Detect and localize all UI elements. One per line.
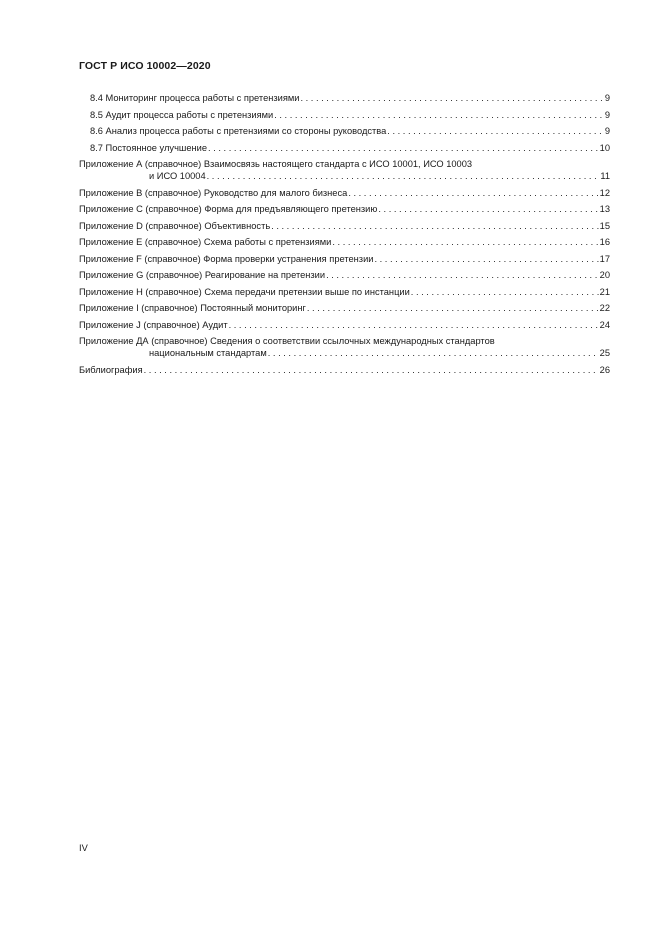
toc-entry-title: Приложение Н (справочное) Схема передачи претензии выше по инстанции — [79, 286, 410, 297]
document-header: ГОСТ Р ИСО 10002—2020 — [79, 60, 211, 72]
toc-entry-title: Приложение I (справочное) Постоянный мониторинг — [79, 303, 306, 313]
toc-entry-page: 9 — [604, 126, 610, 136]
toc-entry — [79, 142, 610, 154]
toc-entry-page: 21 — [599, 286, 610, 297]
toc-entry-page: 13 — [599, 204, 610, 214]
toc-leader-dots — [300, 92, 603, 104]
toc-entry — [79, 203, 610, 215]
toc-entry-title: Приложение G (справочное) Реагирование на претензии — [79, 270, 326, 280]
toc-leader-dots — [229, 319, 599, 331]
toc-leader-dots — [411, 286, 599, 298]
toc-leader-dots — [348, 187, 598, 199]
toc-entry — [79, 319, 610, 331]
toc-leader-dots — [208, 142, 599, 154]
toc-entry-page: 24 — [599, 319, 610, 330]
toc-entry-continuation — [79, 170, 610, 182]
toc-entry-title: Приложение F (справочное) Форма проверки устранения претензии — [79, 253, 374, 264]
toc-entry-title: 8.5 Аудит процесса работы с претензиями — [90, 109, 274, 120]
toc-entry-title: Приложение В (справочное) Руководство для малого бизнеса — [79, 187, 348, 198]
toc-entry-title: Приложение Е (справочное) Схема работы с претензиями — [79, 237, 332, 247]
toc-entry-continuation — [79, 347, 610, 359]
toc-leader-dots — [378, 203, 598, 215]
toc-leader-dots — [326, 269, 599, 281]
toc-entry-title: Библиография — [79, 364, 143, 375]
toc-entry-title: Приложение С (справочное) Форма для предъявляющего претензию — [79, 204, 378, 214]
toc-entry — [79, 253, 610, 265]
toc-leader-dots — [387, 125, 604, 137]
toc-entry-page: 9 — [604, 109, 610, 120]
toc-entry-title-line2: национальным стандартам — [149, 348, 267, 358]
toc-entry — [79, 220, 610, 232]
toc-entry-title: Приложение D (справочное) Объективность — [79, 220, 271, 231]
toc-entry-page: 15 — [599, 220, 610, 231]
toc-entry — [79, 187, 610, 199]
toc-entry — [79, 269, 610, 281]
table-of-contents — [79, 92, 610, 376]
page-number: IV — [79, 843, 88, 853]
toc-leader-dots — [268, 347, 599, 359]
toc-entry-title-line1: Приложение ДА (справочное) Сведения о соответствии ссылочных международных стандартов — [79, 336, 495, 346]
toc-leader-dots — [207, 170, 600, 182]
toc-entry — [79, 302, 610, 314]
toc-entry — [79, 364, 610, 376]
toc-entry-title: 8.7 Постоянное улучшение — [90, 142, 208, 153]
toc-entry-page: 17 — [599, 253, 610, 264]
toc-entry — [79, 158, 610, 182]
toc-entry-title: 8.4 Мониторинг процесса работы с претензиями — [90, 93, 300, 103]
toc-entry — [79, 286, 610, 298]
toc-entry-page: 25 — [599, 348, 610, 358]
toc-leader-dots — [271, 220, 598, 232]
toc-entry-page: 16 — [599, 237, 610, 247]
toc-entry — [79, 109, 610, 121]
toc-entry-page: 10 — [599, 142, 610, 153]
toc-entry-page: 20 — [599, 270, 610, 280]
toc-leader-dots — [307, 302, 599, 314]
toc-entry-title: Приложение J (справочное) Аудит — [79, 319, 228, 330]
toc-leader-dots — [332, 236, 598, 248]
toc-entry-title: 8.6 Анализ процесса работы с претензиями со стороны руководства — [90, 126, 387, 136]
toc-entry — [79, 335, 610, 359]
toc-entry — [79, 125, 610, 137]
toc-entry — [79, 236, 610, 248]
toc-entry-page: 9 — [604, 93, 610, 103]
toc-entry-title-line1: Приложение А (справочное) Взаимосвязь настоящего стандарта с ИСО 10001, ИСО 10003 — [79, 159, 473, 169]
toc-entry-page: 22 — [599, 303, 610, 313]
toc-entry-page: 12 — [599, 187, 610, 198]
toc-leader-dots — [144, 364, 599, 376]
toc-leader-dots — [274, 109, 604, 121]
toc-entry-page: 11 — [600, 171, 610, 181]
toc-entry — [79, 92, 610, 104]
toc-leader-dots — [374, 253, 598, 265]
toc-entry-page: 26 — [599, 364, 610, 375]
toc-entry-title-line2: и ИСО 10004 — [149, 171, 206, 181]
